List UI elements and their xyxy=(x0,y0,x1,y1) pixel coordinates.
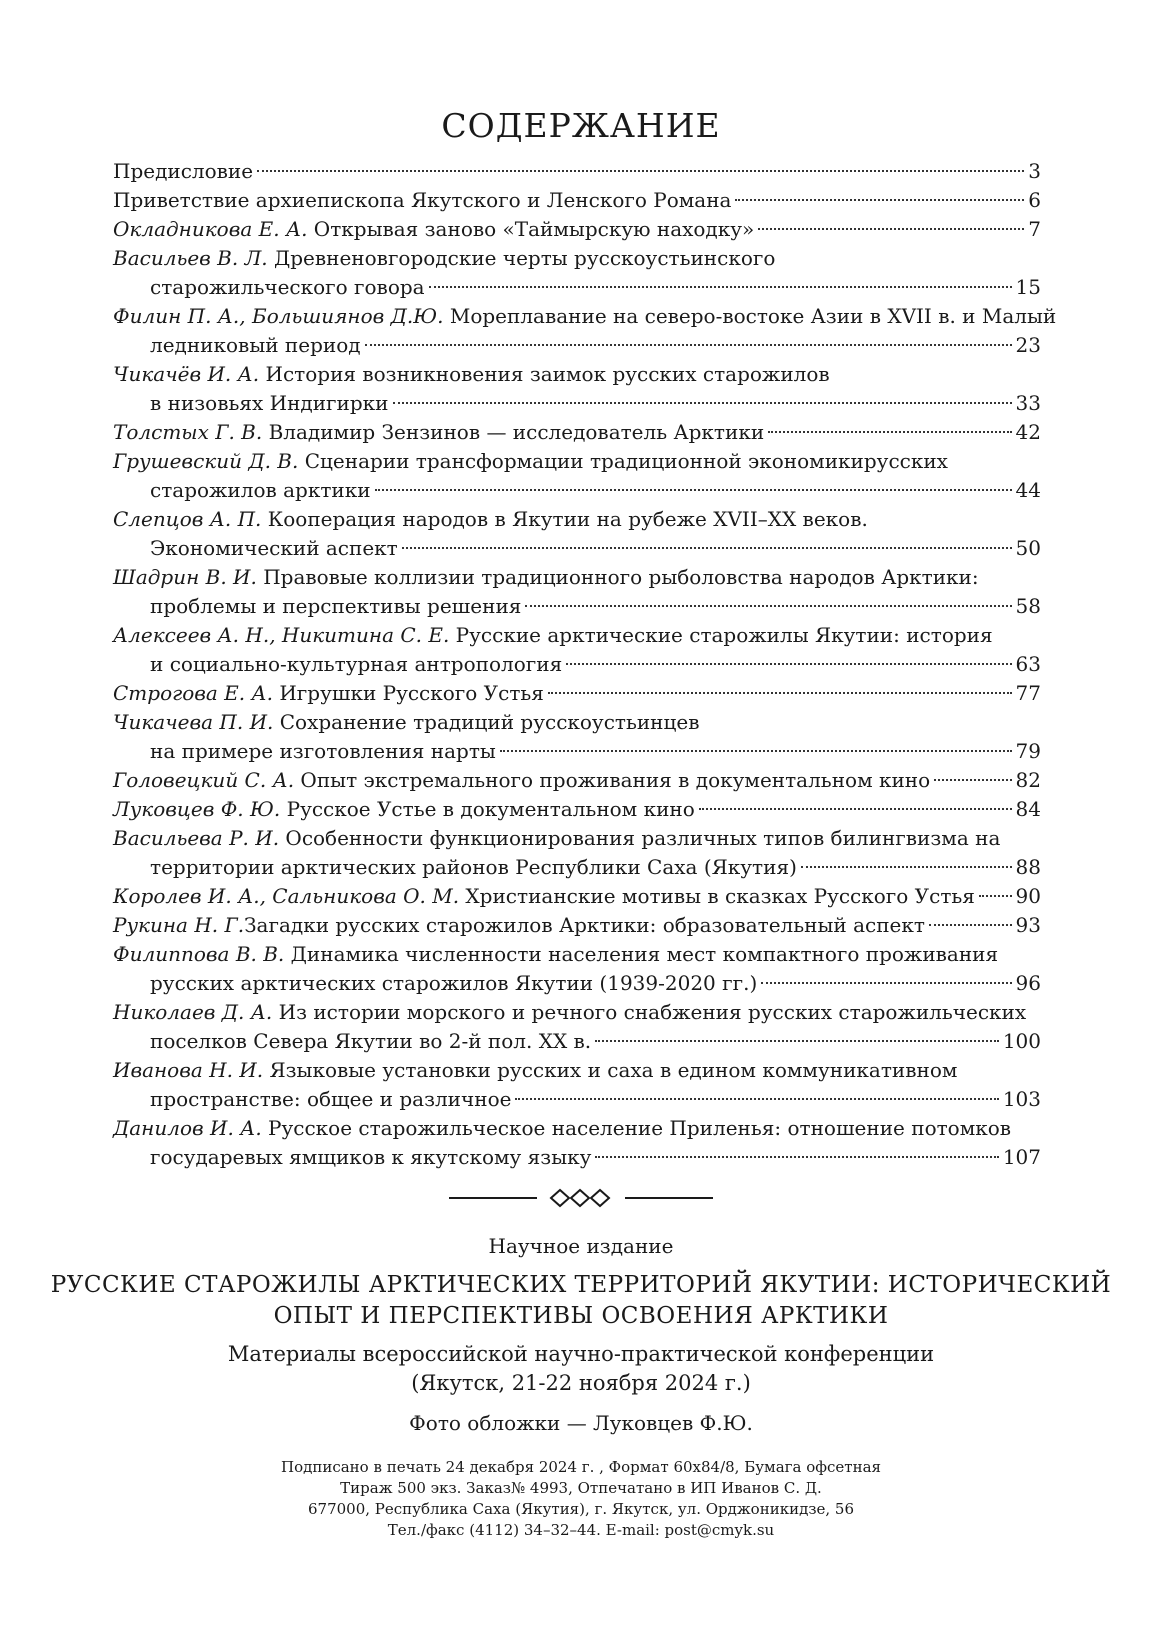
toc-entry xyxy=(113,244,1041,302)
toc-entry-line xyxy=(113,563,1041,592)
toc-entry xyxy=(113,447,1041,505)
toc-page-number: 84 xyxy=(1015,797,1041,821)
dot-leader xyxy=(402,547,1012,549)
toc-page-number: 42 xyxy=(1015,420,1041,444)
cover-photo-credit: Фото обложки — Луковцев Ф.Ю. xyxy=(409,1411,753,1435)
toc-entry-title: Из истории морского и речного снабжения русских старожильческих xyxy=(272,1000,1027,1024)
toc-entry-title: Сценарии трансформации традиционной экономикирусских xyxy=(298,449,948,473)
toc-entry-line xyxy=(113,679,1041,708)
toc-entry xyxy=(113,998,1041,1056)
toc-page-number: 50 xyxy=(1015,536,1041,560)
toc-entry-title: Экономический аспект xyxy=(150,536,398,560)
toc-entry-title: Правовые коллизии традиционного рыболовства народов Арктики: xyxy=(256,565,979,589)
dot-leader xyxy=(365,344,1012,346)
toc-entry-line xyxy=(113,1056,1041,1085)
dot-leader xyxy=(979,895,1012,897)
toc-entry-line xyxy=(113,708,1041,737)
toc-entry-title: пространстве: общее и различное xyxy=(150,1087,512,1111)
book-title xyxy=(0,1270,1162,1332)
toc-entry xyxy=(113,882,1041,911)
table-of-contents xyxy=(113,157,1057,1172)
toc-entry-title: Динамика численности населения мест компактного проживания xyxy=(284,942,999,966)
toc-entry-line xyxy=(113,853,1041,882)
toc-entry-author: Иванова Н. И. xyxy=(113,1058,264,1082)
colophon-line: Подписано в печать 24 декабря 2024 г. , Формат 60х84/8, Бумага офсетная xyxy=(281,1458,881,1476)
dot-leader xyxy=(257,170,1024,172)
toc-entry-line xyxy=(113,447,1041,476)
toc-entry-line xyxy=(113,244,1041,273)
toc-entry-line xyxy=(113,998,1041,1027)
toc-page-number: 77 xyxy=(1015,681,1041,705)
toc-page-number: 15 xyxy=(1015,275,1041,299)
toc-entry-title: Русские арктические старожилы Якутии: история xyxy=(449,623,993,647)
toc-entry-author: Чикачева П. И. xyxy=(113,710,274,734)
dot-leader xyxy=(595,1040,999,1042)
toc-entry-author: Луковцев Ф. Ю. xyxy=(113,797,281,821)
toc-entry-title: старожилов арктики xyxy=(150,478,371,502)
dot-leader xyxy=(429,286,1012,288)
dot-leader xyxy=(566,663,1011,665)
toc-entry-author: Слепцов А. П. xyxy=(113,507,262,531)
toc-entry-title: Открывая заново «Таймырскую находку» xyxy=(307,217,755,241)
divider-rule-right xyxy=(625,1197,713,1199)
diamond-ornament-icon xyxy=(549,1188,613,1208)
toc-entry xyxy=(113,1056,1041,1114)
toc-entry-author: Грушевский Д. В. xyxy=(113,449,299,473)
toc-entry-line xyxy=(113,650,1041,679)
dot-leader xyxy=(500,750,1012,752)
toc-entry-author: Николаев Д. А. xyxy=(113,1000,273,1024)
toc-page-number: 23 xyxy=(1015,333,1041,357)
toc-entry-title: Русское Устье в документальном кино xyxy=(280,797,695,821)
toc-entry-line xyxy=(113,534,1041,563)
toc-entry xyxy=(113,302,1057,360)
toc-entry xyxy=(113,157,1041,186)
toc-entry-line xyxy=(113,911,1041,940)
toc-entry-title: История возникновения заимок русских старожилов xyxy=(259,362,830,386)
toc-entry-title: государевых ямщиков к якутскому языку xyxy=(150,1145,592,1169)
toc-entry xyxy=(113,1114,1041,1172)
toc-entry-title: Особенности функционирования различных типов билингвизма на xyxy=(279,826,1001,850)
toc-entry-line xyxy=(113,1143,1041,1172)
toc-entry-title: и социально-культурная антропология xyxy=(150,652,563,676)
toc-entry-line xyxy=(113,940,1041,969)
publication-genre: Научное издание xyxy=(488,1234,674,1258)
toc-entry-line xyxy=(113,505,1041,534)
toc-entry xyxy=(113,418,1041,447)
toc-entry-title: Приветствие архиепископа Якутского и Ленского Романа xyxy=(113,188,732,212)
toc-entry-line xyxy=(113,621,1041,650)
toc-entry-line xyxy=(113,737,1041,766)
toc-entry-title: Загадки русских старожилов Арктики: образовательный аспект xyxy=(244,913,925,937)
toc-page-number: 63 xyxy=(1015,652,1041,676)
toc-entry xyxy=(113,708,1041,766)
toc-entry-author: Толстых Г. В. xyxy=(113,420,263,444)
toc-entry-title: в низовьях Индигирки xyxy=(150,391,389,415)
book-title-line: ОПЫТ И ПЕРСПЕКТИВЫ ОСВОЕНИЯ АРКТИКИ xyxy=(273,1303,889,1329)
toc-entry-title: Древненовгородские черты русскоустьинского xyxy=(267,246,776,270)
toc-entry xyxy=(113,563,1041,621)
toc-entry-title: Кооперация народов в Якутии на рубеже XVII–XX веков. xyxy=(261,507,868,531)
toc-entry-line xyxy=(113,824,1041,853)
toc-entry-title: на примере изготовления нарты xyxy=(150,739,496,763)
dot-leader xyxy=(934,779,1011,781)
toc-entry-line xyxy=(113,795,1041,824)
toc-entry xyxy=(113,186,1041,215)
toc-entry xyxy=(113,940,1041,998)
toc-entry-author: Строгова Е. А. xyxy=(113,681,273,705)
dot-leader xyxy=(758,228,1024,230)
toc-entry-author: Васильева Р. И. xyxy=(113,826,280,850)
toc-entry-title: проблемы и перспективы решения xyxy=(150,594,522,618)
toc-entry-line xyxy=(113,418,1041,447)
toc-entry-author: Васильев В. Л. xyxy=(113,246,268,270)
toc-page-number: 33 xyxy=(1015,391,1041,415)
toc-entry-author: Данилов И. А. xyxy=(113,1116,262,1140)
toc-entry-title: территории арктических районов Республики Саха (Якутия) xyxy=(150,855,797,879)
toc-page-number: 96 xyxy=(1015,971,1041,995)
toc-entry-author: Шадрин В. И. xyxy=(113,565,257,589)
toc-entry-author: Окладникова Е. А. xyxy=(113,217,308,241)
toc-entry-line xyxy=(113,273,1041,302)
toc-entry-title: Языковые установки русских и саха в едином коммуникативном xyxy=(263,1058,958,1082)
toc-title: СОДЕРЖАНИЕ xyxy=(441,106,721,145)
toc-entry-line xyxy=(113,186,1041,215)
toc-entry xyxy=(113,505,1041,563)
toc-entry xyxy=(113,215,1041,244)
toc-entry-title: ледниковый период xyxy=(150,333,361,357)
toc-entry xyxy=(113,679,1041,708)
toc-entry-line xyxy=(113,882,1041,911)
toc-entry-author: Филин П. А., Большиянов Д.Ю. xyxy=(113,304,444,328)
dot-leader xyxy=(375,489,1012,491)
toc-entry xyxy=(113,621,1041,679)
toc-page-number: 93 xyxy=(1015,913,1041,937)
toc-entry-line xyxy=(113,1085,1041,1114)
toc-page-number: 90 xyxy=(1015,884,1041,908)
toc-entry-title: Владимир Зензинов — исследователь Арктики xyxy=(262,420,765,444)
colophon xyxy=(0,1457,1162,1541)
materials-line: (Якутск, 21-22 ноября 2024 г.) xyxy=(411,1371,751,1395)
toc-entry-line xyxy=(113,389,1041,418)
toc-entry-author: Чикачёв И. А. xyxy=(113,362,260,386)
toc-entry-author: Головецкий С. А. xyxy=(113,768,295,792)
toc-entry-author: Рукина Н. Г. xyxy=(113,913,245,937)
dot-leader xyxy=(393,402,1012,404)
toc-entry-title: Сохранение традиций русскоустьинцев xyxy=(273,710,700,734)
toc-entry xyxy=(113,795,1041,824)
section-divider xyxy=(0,1183,1162,1213)
toc-entry-line xyxy=(113,360,1041,389)
toc-entry-title: Мореплавание на северо-востоке Азии в XVII в. и Малый xyxy=(443,304,1057,328)
toc-page-number: 82 xyxy=(1015,768,1041,792)
toc-entry xyxy=(113,766,1041,795)
dot-leader xyxy=(768,431,1011,433)
toc-entry-title: Предисловие xyxy=(113,159,254,183)
toc-entry-line xyxy=(113,592,1041,621)
toc-page-number: 3 xyxy=(1028,159,1041,183)
toc-entry-line xyxy=(113,1027,1041,1056)
toc-page-number: 7 xyxy=(1028,217,1041,241)
toc-entry-line xyxy=(113,331,1041,360)
toc-entry-line xyxy=(113,969,1041,998)
toc-entry xyxy=(113,824,1041,882)
toc-entry-title: Христианские мотивы в сказках Русского Устья xyxy=(459,884,975,908)
book-title-line: РУССКИЕ СТАРОЖИЛЫ АРКТИЧЕСКИХ ТЕРРИТОРИЙ ЯКУТИИ: ИСТОРИЧЕСКИЙ xyxy=(50,1272,1112,1298)
toc-page-number: 79 xyxy=(1015,739,1041,763)
toc-page-number: 58 xyxy=(1015,594,1041,618)
toc-page-number: 100 xyxy=(1002,1029,1041,1053)
dot-leader xyxy=(515,1098,998,1100)
materials-line: Материалы всероссийской научно-практической конференции xyxy=(227,1342,935,1366)
toc-entry xyxy=(113,911,1041,940)
dot-leader xyxy=(699,808,1012,810)
toc-entry-line xyxy=(113,302,1057,331)
toc-entry-author: Алексеев А. Н., Никитина С. Е. xyxy=(113,623,450,647)
dot-leader xyxy=(548,692,1012,694)
toc-page-number: 107 xyxy=(1002,1145,1041,1169)
dot-leader xyxy=(761,982,1011,984)
toc-entry-title: поселков Севера Якутии во 2-й пол. XX в. xyxy=(150,1029,592,1053)
toc-entry-title: Опыт экстремального проживания в документальном кино xyxy=(294,768,931,792)
colophon-line: Тираж 500 экз. Заказ№ 4993, Отпечатано в ИП Иванов С. Д. xyxy=(340,1479,822,1497)
toc-entry-title: Русское старожильческое население Приленья: отношение потомков xyxy=(261,1116,1012,1140)
toc-entry-title: Игрушки Русского Устья xyxy=(273,681,544,705)
toc-entry-title: старожильческого говора xyxy=(150,275,425,299)
toc-entry-title: русских арктических старожилов Якутии (1939-2020 гг.) xyxy=(150,971,758,995)
toc-page-number: 88 xyxy=(1015,855,1041,879)
toc-entry-author: Филиппова В. В. xyxy=(113,942,285,966)
toc-entry-line xyxy=(113,1114,1041,1143)
divider-rule-left xyxy=(449,1197,537,1199)
toc-entry-line xyxy=(113,476,1041,505)
conference-materials xyxy=(0,1340,1162,1398)
toc-entry-line xyxy=(113,157,1041,186)
toc-entry-line xyxy=(113,766,1041,795)
dot-leader xyxy=(929,924,1012,926)
dot-leader xyxy=(735,199,1024,201)
toc-page-number: 103 xyxy=(1002,1087,1041,1111)
dot-leader xyxy=(801,866,1012,868)
dot-leader xyxy=(595,1156,998,1158)
toc-entry-line xyxy=(113,215,1041,244)
colophon-line: Тел./факс (4112) 34–32–44. E-mail: post@cmyk.su xyxy=(387,1521,775,1539)
toc-page-number: 6 xyxy=(1028,188,1041,212)
toc-entry-author: Королев И. А., Сальникова О. М. xyxy=(113,884,460,908)
dot-leader xyxy=(525,605,1011,607)
toc-entry xyxy=(113,360,1041,418)
toc-page-number: 44 xyxy=(1015,478,1041,502)
colophon-line: 677000, Республика Саха (Якутия), г. Якутск, ул. Орджоникидзе, 56 xyxy=(308,1500,854,1518)
